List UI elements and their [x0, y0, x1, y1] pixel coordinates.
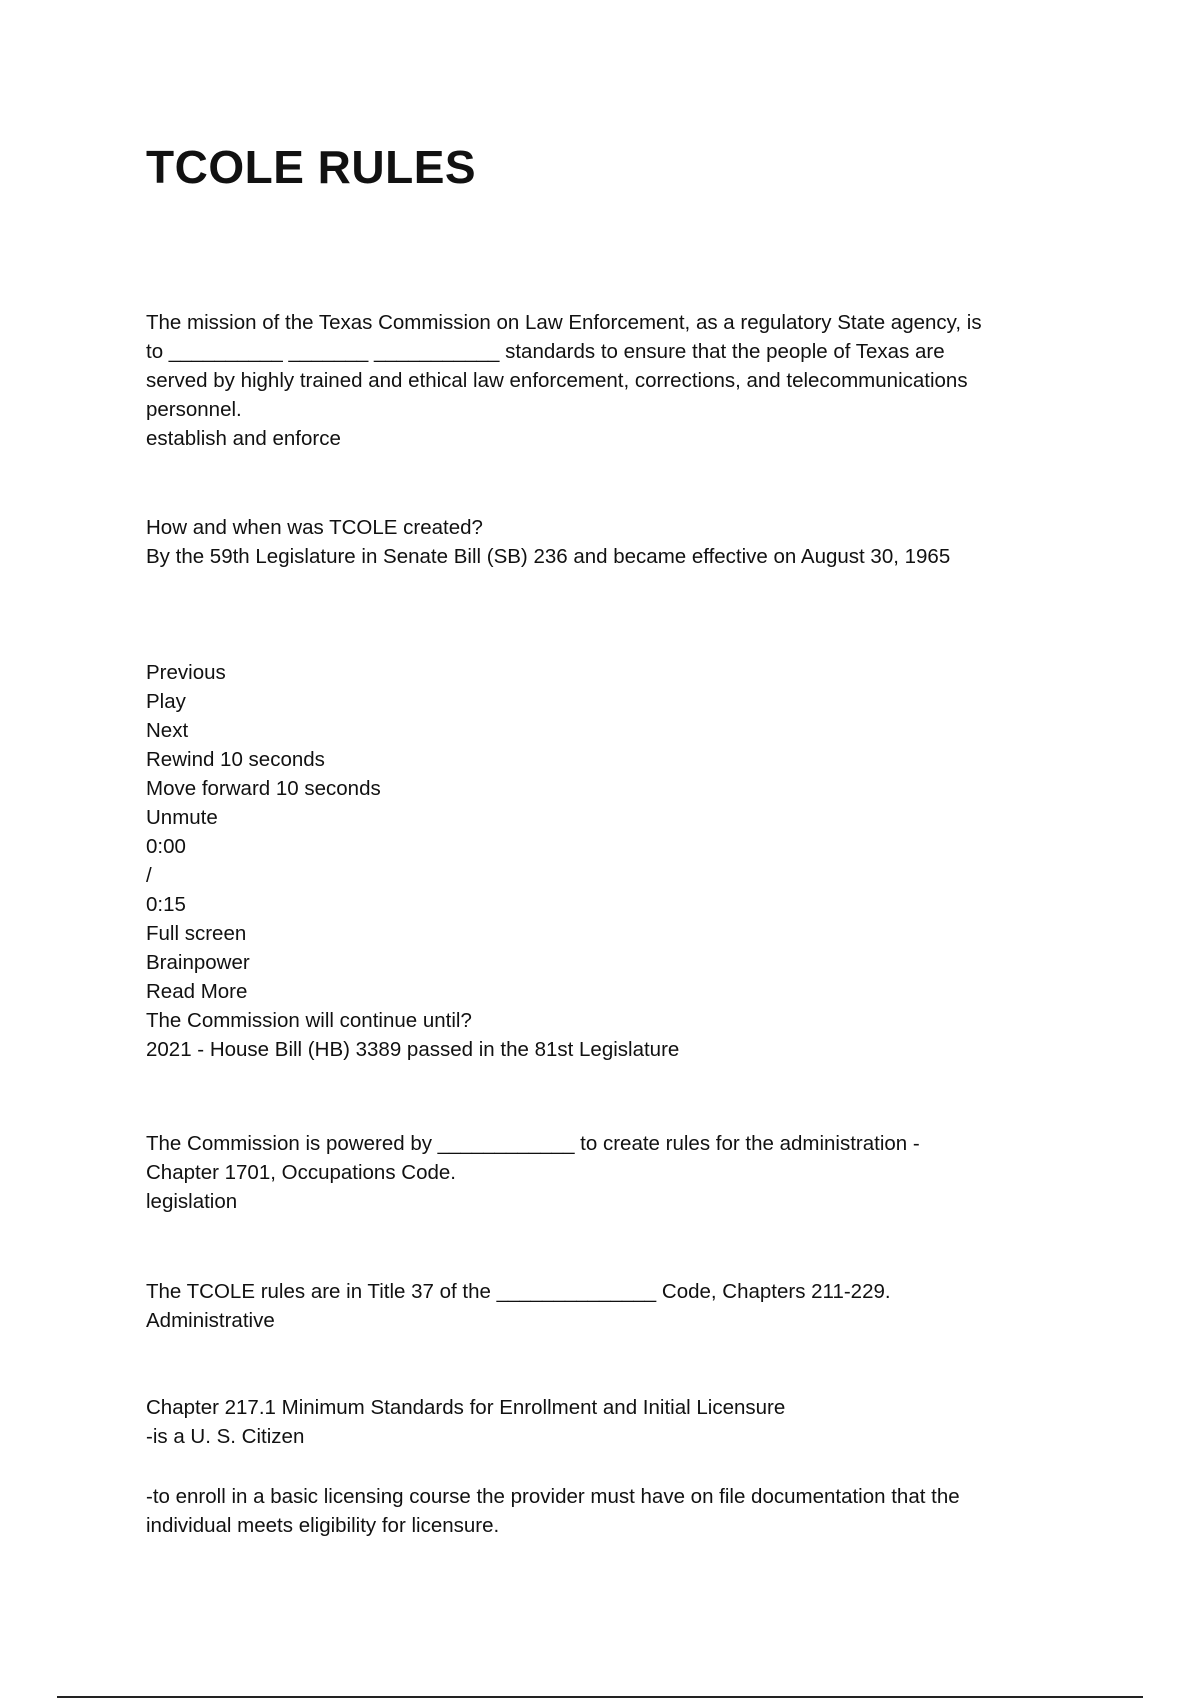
question-line: Chapter 1701, Occupations Code. — [146, 1161, 456, 1184]
question-text: The Commission will continue until? — [146, 1009, 472, 1032]
flashcard-chapter-217-note — [146, 1482, 1076, 1540]
unmute-button[interactable]: Unmute — [146, 806, 218, 829]
next-button[interactable]: Next — [146, 719, 189, 742]
read-more-link[interactable]: Read More — [146, 980, 248, 1003]
question-line: served by highly trained and ethical law enforcement, corrections, and telecommunications — [146, 369, 968, 392]
flashcard-creation — [146, 513, 1076, 571]
previous-button[interactable]: Previous — [146, 661, 226, 684]
question-text: Chapter 217.1 Minimum Standards for Enrollment and Initial Licensure — [146, 1396, 786, 1419]
answer-text: 2021 - House Bill (HB) 3389 passed in the 81st Legislature — [146, 1038, 680, 1061]
page-title: TCOLE RULES — [146, 141, 477, 193]
media-player — [146, 658, 1076, 1064]
answer-text: By the 59th Legislature in Senate Bill (SB) 236 and became effective on August 30, 1965 — [146, 545, 951, 568]
footer-divider — [57, 1696, 1143, 1698]
note-line: individual meets eligibility for licensure. — [146, 1514, 500, 1537]
flashcard-chapter-217 — [146, 1393, 1076, 1451]
question-text: How and when was TCOLE created? — [146, 516, 483, 539]
question-text: The TCOLE rules are in Title 37 of the ______________ Code, Chapters 211-229. — [146, 1280, 891, 1303]
question-line: personnel. — [146, 398, 242, 421]
play-button[interactable]: Play — [146, 690, 186, 713]
flashcard-mission — [146, 308, 1076, 453]
question-line: The Commission is powered by ____________ to create rules for the administration - — [146, 1132, 920, 1155]
fullscreen-button[interactable]: Full screen — [146, 922, 247, 945]
forward-button[interactable]: Move forward 10 seconds — [146, 777, 381, 800]
flashcard-powered-by — [146, 1129, 1076, 1216]
answer-text: legislation — [146, 1190, 238, 1213]
duration: 0:15 — [146, 893, 186, 916]
question-line: to __________ _______ ___________ standards to ensure that the people of Texas are — [146, 340, 945, 363]
answer-text: establish and enforce — [146, 427, 341, 450]
question-line: The mission of the Texas Commission on Law Enforcement, as a regulatory State agency, is — [146, 311, 982, 334]
answer-text: -is a U. S. Citizen — [146, 1425, 305, 1448]
note-line: -to enroll in a basic licensing course the provider must have on file documentation that the — [146, 1485, 960, 1508]
answer-text: Administrative — [146, 1309, 275, 1332]
brand-label: Brainpower — [146, 951, 250, 974]
current-time: 0:00 — [146, 835, 186, 858]
rewind-button[interactable]: Rewind 10 seconds — [146, 748, 325, 771]
flashcard-title-37 — [146, 1277, 1076, 1335]
time-separator: / — [146, 864, 152, 887]
